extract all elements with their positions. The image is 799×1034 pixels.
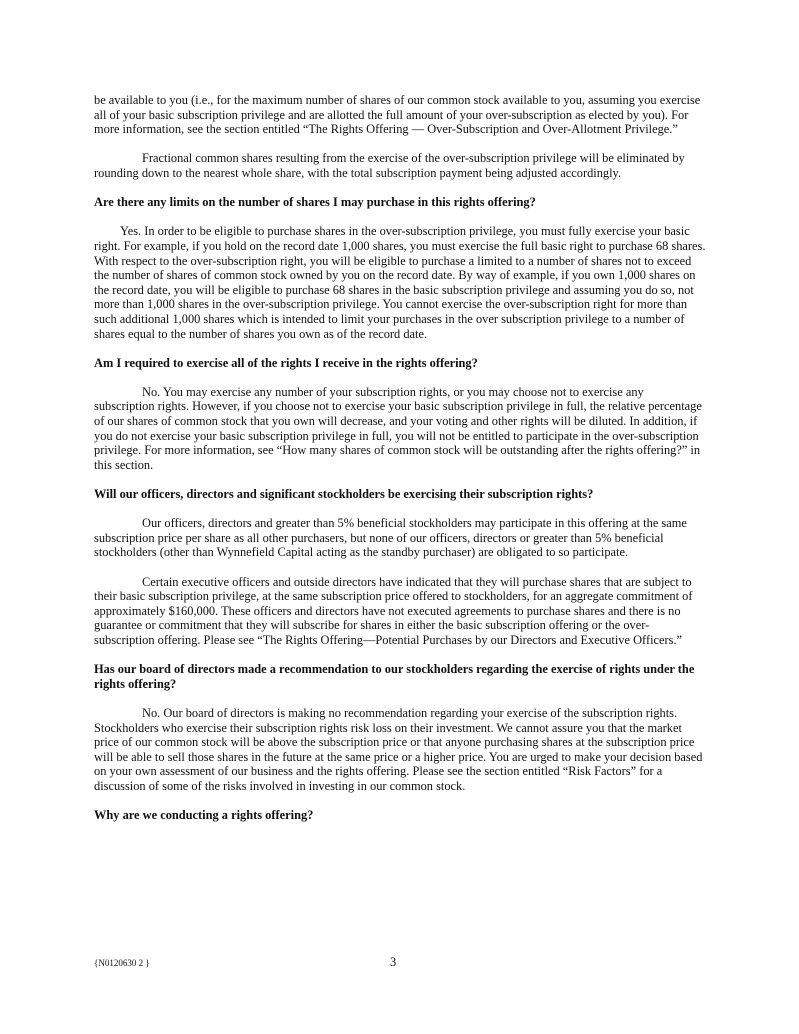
paragraph-continuation: be available to you (i.e., for the maximum number of shares of our common stock available to you, assuming you exercise all of your basic subscription privilege and are allotted the full amount of your over-subscription as elected by you). For more information, see the section entitled “The Rights Offering — Over-Subscription and Over-Allotment Privilege.” bbox=[94, 93, 701, 137]
document-body bbox=[94, 93, 706, 837]
question-heading-required: Am I required to exercise all of the rights I receive in the rights offering? bbox=[94, 355, 478, 370]
answer-officers: Our officers, directors and greater than 5% beneficial stockholders may participate in this offering at the same subscription price per share as all other purchasers, but none of our officers, directors or greater than 5% beneficial stockholders (other than Wynnefield Capital acting as the standby purchaser) are obligated to so participate. bbox=[94, 516, 687, 560]
question-heading-officers: Will our officers, directors and significant stockholders be exercising their subscription rights? bbox=[94, 487, 594, 502]
question-heading-why: Why are we conducting a rights offering? bbox=[94, 808, 314, 823]
answer-board: No. Our board of directors is making no recommendation regarding your exercise of the subscription rights. Stockholders who exercise their subscription rights risk loss on their investment. We cannot assure you that the market price of our common stock will be above the subscription price or that anyone purchasing shares at the subscription price will be able to sell those shares in the future at the same price or a higher price. You are urged to make your decision based on your own assessment of our business and the rights offering. Please see the section entitled “Risk Factors” for a discussion of some of the risks involved in investing in our common stock. bbox=[94, 705, 703, 793]
answer-required: No. You may exercise any number of your subscription rights, or you may choose not to exercise any subscription rights. However, if you choose not to exercise your basic subscription privilege in full, the relative percentage of our shares of common stock that you own will decrease, and your voting and other rights will be diluted. In addition, if you do not exercise your basic subscription privilege in full, you will not be entitled to participate in the over-subscription privilege. For more information, see “How many shares of common stock will be outstanding after the rights offering?” in this section. bbox=[94, 384, 702, 472]
footer-document-id: {N0120630 2 } bbox=[94, 958, 150, 968]
page-number: 3 bbox=[390, 955, 397, 969]
answer-limits: Yes. In order to be eligible to purchase shares in the over-subscription privilege, you must fully exercise your basic right. For example, if you hold on the record date 1,000 shares, you must exercise the full basic right to purchase 68 shares. With respect to the over-subscription right, you will be eligible to purchase a limited to a number of shares not to exceed the number of shares of common stock owned by you on the record date. By way of example, if you own 1,000 shares on the record date, you will be eligible to purchase 68 shares in the basic subscription privilege and assuming you do so, not more than 1,000 shares in the over-subscription privilege. You cannot exercise the over-subscription right for more than such additional 1,000 shares which is intended to limit your purchases in the over subscription privilege to a number of shares equal to the number of shares you own as of the record date. bbox=[94, 224, 706, 341]
question-heading-limits: Are there any limits on the number of shares I may purchase in this rights offering? bbox=[94, 195, 536, 210]
question-heading-board: Has our board of directors made a recommendation to our stockholders regarding the exercise of rights under the rights offering? bbox=[94, 662, 695, 691]
paragraph-executive-commitment: Certain executive officers and outside directors have indicated that they will purchase shares that are subject to their basic subscription privilege, at the same subscription price offered to stockholders, for an aggregate commitment of approximately $160,000. These officers and directors have not executed agreements to purchase shares and there is no guarantee or commitment that they will subscribe for shares in either the basic subscription offering or the over-subscription offering. Please see “The Rights Offering—Potential Purchases by our Directors and Executive Officers.” bbox=[94, 574, 693, 647]
paragraph-fractional-shares: Fractional common shares resulting from the exercise of the over-subscription privilege will be eliminated by rounding down to the nearest whole share, with the total subscription payment being adjusted accordingly. bbox=[94, 151, 685, 180]
